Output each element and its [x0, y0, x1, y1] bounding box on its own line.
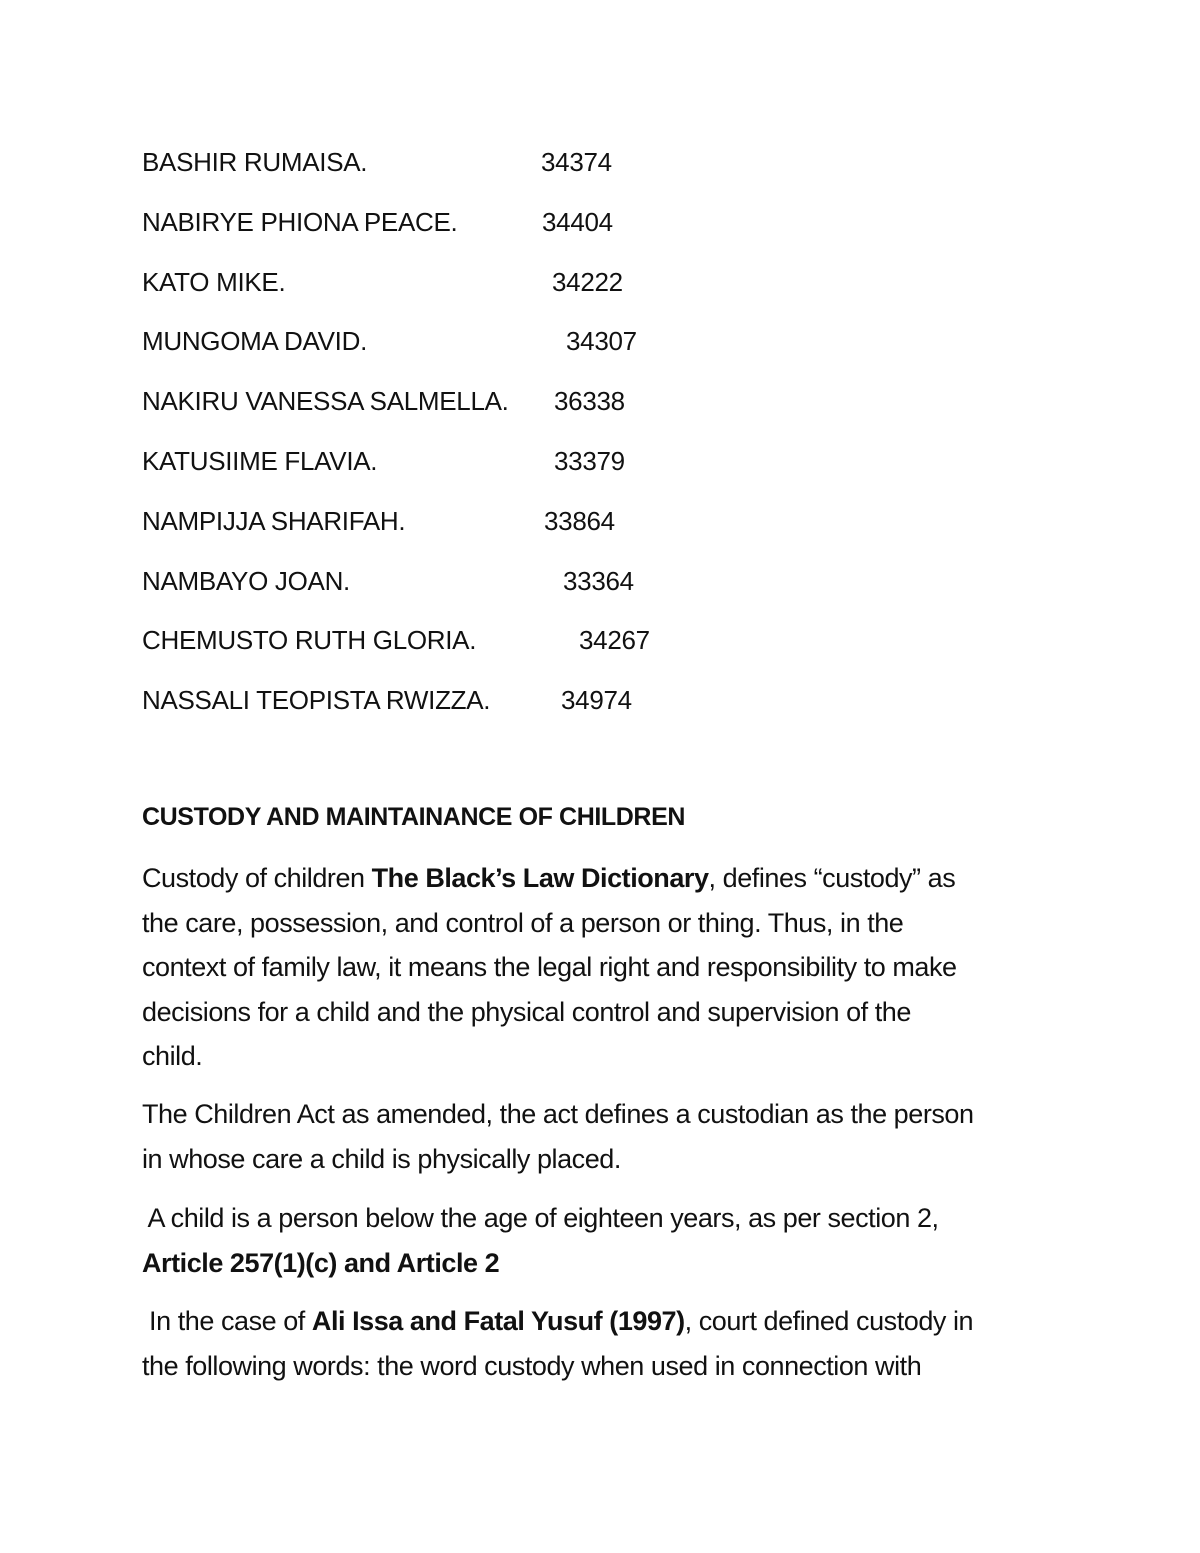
paragraph-line: context of family law, it means the legal right and responsibility to make [142, 952, 957, 982]
member-row [142, 565, 842, 625]
member-name: BASHIR RUMAISA. [142, 147, 368, 177]
member-reg-number: 34374 [541, 147, 612, 177]
paragraph-line: in whose care a child is physically placed. [142, 1143, 621, 1174]
member-row [142, 325, 842, 385]
member-reg-number: 33379 [554, 445, 625, 476]
paragraph-line: decisions for a child and the physical control and supervision of the [142, 996, 911, 1027]
member-name: NASSALI TEOPISTA RWIZZA. [142, 685, 491, 716]
member-name: KATUSIIME FLAVIA. [142, 445, 378, 476]
member-row [142, 266, 842, 326]
member-name: CHEMUSTO RUTH GLORIA. [142, 625, 477, 656]
member-row [142, 445, 842, 505]
paragraph-child-definition [142, 1196, 1072, 1285]
member-row [142, 505, 842, 565]
paragraph-text: , defines “custody” as [708, 863, 956, 893]
paragraph-children-act [142, 1092, 1072, 1181]
member-reg-number: 34267 [579, 625, 650, 656]
paragraph-text: , court defined custody in [684, 1306, 974, 1336]
bold-citation: The Black’s Law Dictionary [371, 863, 709, 893]
member-reg-number: 34222 [552, 266, 623, 297]
member-reg-number: 34307 [566, 326, 637, 357]
bold-citation: Article 257(1)(c) and Article 2 [142, 1247, 500, 1278]
member-name: NAMBAYO JOAN. [142, 565, 350, 596]
section-heading: CUSTODY AND MAINTAINANCE OF CHILDREN [142, 803, 686, 831]
paragraph-line [142, 1299, 1072, 1344]
member-name: MUNGOMA DAVID. [142, 326, 368, 357]
member-row [142, 206, 842, 266]
paragraph-line: A child is a person below the age of eighteen years, as per section 2, [142, 1203, 939, 1233]
member-row [142, 684, 842, 744]
paragraph-custody-definition [142, 856, 1072, 1079]
paragraph-line: The Children Act as amended, the act defines a custodian as the person [142, 1099, 974, 1129]
member-row [142, 624, 842, 684]
paragraph-line: child. [142, 1041, 203, 1071]
member-reg-number: 36338 [554, 386, 625, 417]
paragraph-text: In the case of [142, 1306, 312, 1336]
member-reg-number: 33364 [563, 565, 634, 596]
member-reg-number: 34404 [542, 206, 613, 237]
bold-citation: Ali Issa and Fatal Yusuf (1997) [311, 1306, 685, 1336]
paragraph-line [142, 856, 1072, 901]
member-row [142, 146, 842, 206]
member-row [142, 385, 842, 445]
member-name: KATO MIKE. [142, 266, 286, 297]
paragraph-line: the following words: the word custody when used in connection with [142, 1350, 922, 1381]
paragraph-line: the care, possession, and control of a person or thing. Thus, in the [142, 907, 904, 938]
member-name: NAMPIJJA SHARIFAH. [142, 505, 406, 536]
paragraph-case-law [142, 1299, 1072, 1388]
member-name: NAKIRU VANESSA SALMELLA. [142, 386, 509, 417]
member-reg-number: 34974 [561, 685, 632, 716]
paragraph-text: Custody of children [142, 863, 372, 893]
group-members-list [142, 146, 842, 744]
member-name: NABIRYE PHIONA PEACE. [142, 206, 458, 237]
member-reg-number: 33864 [544, 505, 615, 536]
